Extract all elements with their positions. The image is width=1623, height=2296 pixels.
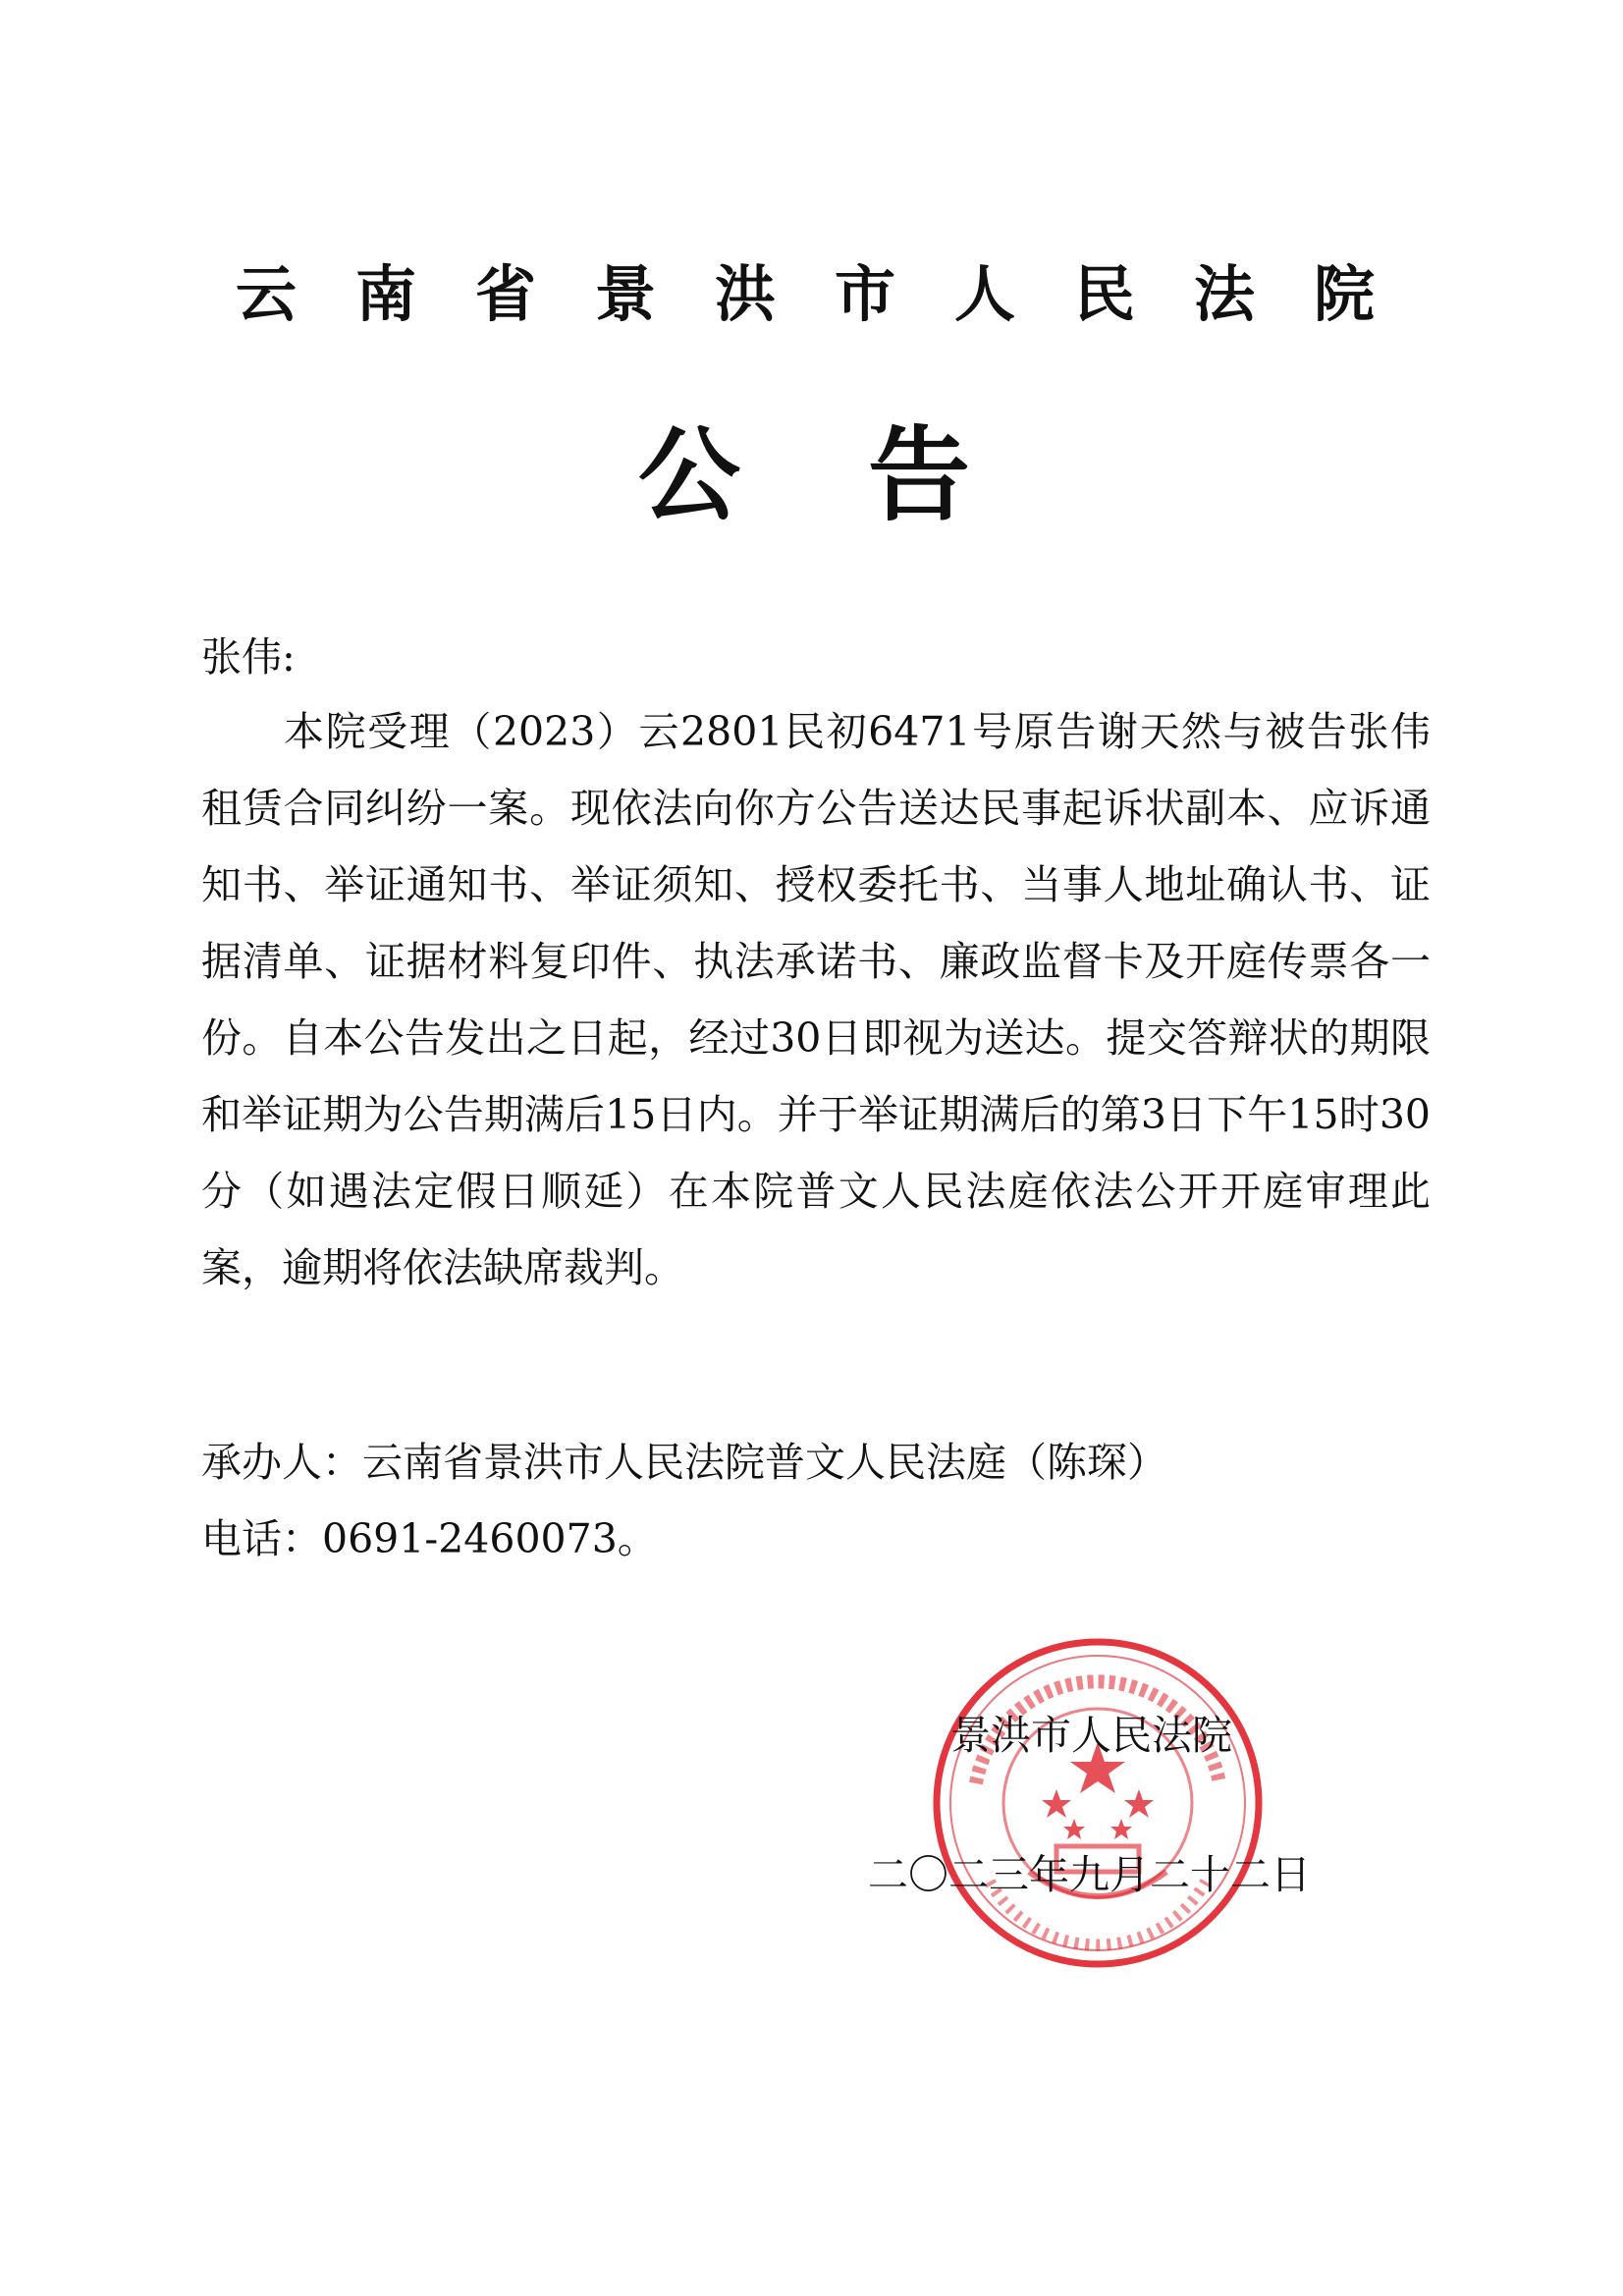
notice-body: 本院受理（2023）云2801民初6471号原告谢天然与被告张伟租赁合同纠纷一案。现依法向你方公告送达民事起诉状副本、应诉通知书、举证通知书、举证须知、授权委托书、当事人地址确认书、证据清单、证据材料复印件、执法承诺书、廉政监督卡及开庭传票各一份。自本公告发出之日起，经过30日即视为送达。提交答辩状的期限和举证期为公告期满后15日内。并于举证期满后的第3日下午15时30分（如遇法定假日顺延）在本院普文人民法庭依法公开开庭审理此案，逾期将依法缺席裁判。 bbox=[201, 708, 1431, 1291]
addressee: 张伟: bbox=[201, 633, 296, 681]
signing-date: 二〇二三年九月二十二日 bbox=[868, 1851, 1311, 1898]
court-seal-icon bbox=[931, 1636, 1265, 1970]
signing-court: 景洪市人民法院 bbox=[950, 1712, 1232, 1759]
document-title: 公告 bbox=[638, 414, 1099, 535]
phone-info: 电话：0691-2460073。 bbox=[201, 1515, 658, 1562]
handler-info: 承办人：云南省景洪市人民法院普文人民法庭（陈琛） bbox=[201, 1439, 1167, 1486]
court-name: 云南省景洪市人民法院 bbox=[236, 258, 1434, 330]
